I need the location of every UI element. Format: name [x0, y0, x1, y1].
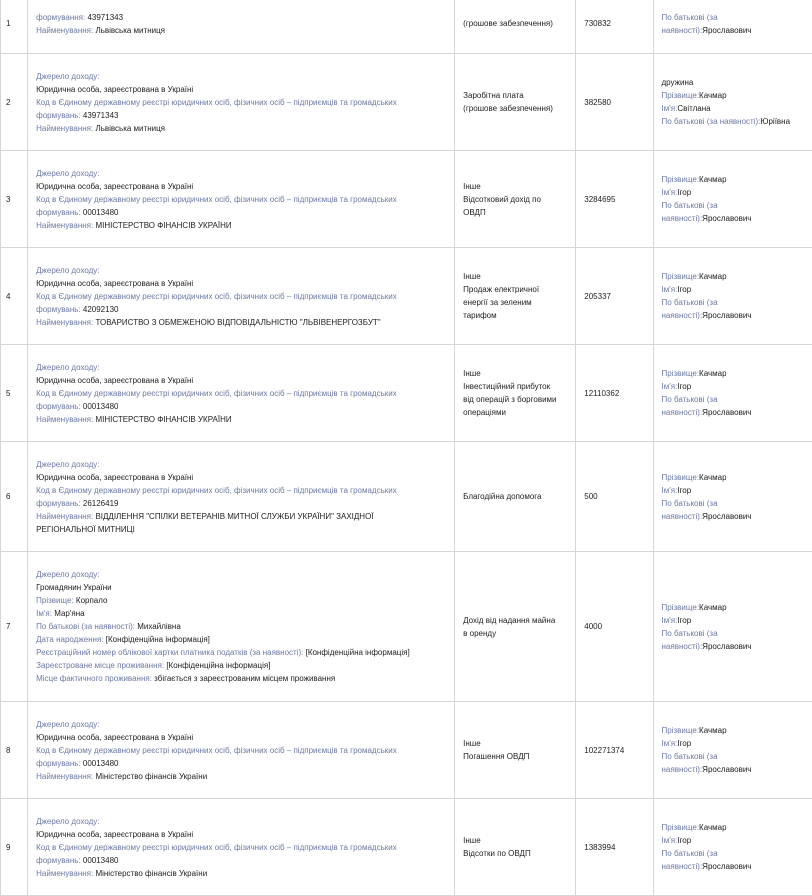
income-type-cell: [455, 442, 576, 552]
recipient-label: Ім'я:: [661, 836, 678, 845]
citizen-field-label: Прізвище:: [36, 596, 74, 605]
income-amount: 730832: [576, 0, 653, 54]
org-name-line: [36, 770, 454, 783]
row-number: 4: [1, 248, 28, 345]
citizen-field-label: Ім'я:: [36, 609, 52, 618]
recipient-field: [662, 76, 812, 89]
citizen-field-value: [Конфіденційна інформація]: [166, 661, 271, 670]
income-type-line: Інше: [463, 272, 481, 281]
recipient-field: [662, 627, 812, 640]
org-name-line: [36, 867, 454, 880]
recipient-field: [662, 199, 812, 212]
income-amount: 3284695: [576, 151, 653, 248]
row-number: 3: [1, 151, 28, 248]
income-type-line: ОВДП: [463, 207, 486, 217]
income-amount: 205337: [576, 248, 653, 345]
edrpou-label: Код в Єдиному державному реєстрі юридичних осіб, фізичних осіб – підприємців та громадських: [36, 291, 397, 301]
recipient-label: Ім'я:: [661, 382, 678, 391]
recipient-label: По батькові (за: [661, 12, 718, 22]
citizen-field-value: збігається з зареєстрованим місцем проживання: [154, 674, 336, 683]
income-amount: 1383994: [576, 799, 653, 896]
source-title: Джерело доходу:: [36, 459, 100, 469]
row-number: 2: [1, 54, 28, 151]
recipient-value: Ігор: [677, 285, 692, 294]
recipient-value: Ярославович: [702, 214, 752, 223]
source-title: Джерело доходу:: [36, 71, 100, 81]
recipient-cell: [653, 345, 812, 442]
edrpou-label: Код в Єдиному державному реєстрі юридичних осіб, фізичних осіб – підприємців та громадських: [36, 745, 397, 755]
income-source-cell: [28, 0, 455, 54]
edrpou-label-tail: формувань:: [36, 855, 81, 865]
recipient-field: [662, 212, 812, 225]
recipient-value: дружина: [661, 78, 694, 87]
source-kind: Юридична особа, зареєстрована в Україні: [36, 181, 194, 191]
org-name-line: [36, 122, 454, 135]
income-amount: 12110362: [576, 345, 653, 442]
source-kind: Юридична особа, зареєстрована в Україні: [36, 732, 194, 742]
income-amount: 102271374: [576, 702, 653, 799]
org-name-line: [36, 316, 454, 329]
recipient-cell: [653, 54, 812, 151]
recipient-field: [662, 309, 812, 322]
recipient-label: наявності):: [661, 311, 703, 320]
org-name-label: Найменування:: [36, 511, 94, 521]
income-source-cell: [28, 702, 455, 799]
recipient-cell: [653, 702, 812, 799]
org-name-label: Найменування:: [36, 220, 94, 230]
recipient-field: [662, 847, 812, 860]
source-title: Джерело доходу:: [36, 265, 100, 275]
recipient-value: Ярославович: [702, 641, 752, 651]
recipient-field: [662, 497, 812, 510]
income-source-cell: [28, 442, 455, 552]
income-type-cell: [455, 54, 576, 151]
recipient-field: [662, 186, 812, 199]
recipient-label: Прізвище:: [661, 175, 700, 184]
edrpou-line: [36, 497, 454, 510]
edrpou-value: 42092130: [82, 304, 119, 314]
income-type-line: Відсотковий дохід по: [463, 194, 541, 204]
recipient-value: Качмар: [699, 91, 727, 100]
source-title: Джерело доходу:: [36, 719, 100, 729]
row-number: 8: [1, 702, 28, 799]
income-amount: 382580: [576, 54, 653, 151]
source-title: Джерело доходу:: [36, 570, 100, 579]
recipient-field: [662, 763, 812, 776]
recipient-value: Ярославович: [702, 511, 752, 521]
source-title: Джерело доходу:: [36, 168, 100, 178]
org-name: Міністерство фінансів України: [95, 771, 208, 781]
org-name: Львівська митниця: [95, 123, 165, 133]
income-type-line: енергії за зеленим: [463, 298, 532, 307]
edrpou-value: 43971343: [82, 110, 119, 120]
edrpou-label: Код в Єдиному державному реєстрі юридичних осіб, фізичних осіб – підприємців та громадських: [36, 194, 397, 204]
recipient-field: [662, 89, 812, 102]
income-type-line: Інвестиційний прибуток: [463, 382, 551, 391]
income-type-cell: [455, 0, 576, 54]
recipient-value: Ігор: [677, 485, 692, 495]
income-type-line: (грошове забезпечення): [463, 104, 553, 113]
recipient-field: [662, 737, 812, 750]
income-type-line: Дохід від надання майна: [463, 615, 556, 625]
recipient-cell: [653, 442, 812, 552]
recipient-label: Прізвище:: [661, 726, 700, 735]
recipient-field: [662, 724, 812, 737]
recipient-value: Качмар: [699, 602, 727, 612]
income-type-line: (грошове забезпечення): [463, 19, 553, 28]
citizen-field-value: Громадянин України: [36, 583, 112, 592]
table-row: [1, 442, 812, 552]
edrpou-value: 00013480: [82, 758, 119, 768]
table-row: [1, 552, 812, 702]
recipient-label: Прізвище:: [661, 272, 700, 281]
org-name: ТОВАРИСТВО З ОБМЕЖЕНОЮ ВІДПОВІДАЛЬНІСТЮ "ЛЬВІВЕНЕРГОЗБУТ": [95, 317, 381, 327]
income-type-line: Заробітна плата: [463, 91, 524, 100]
recipient-value: Ярославович: [702, 25, 752, 35]
income-source-cell: [28, 151, 455, 248]
table-row: [1, 0, 812, 54]
table-row: [1, 151, 812, 248]
source-kind: Юридична особа, зареєстрована в Україні: [36, 829, 194, 839]
source-kind: Юридична особа, зареєстрована в Україні: [36, 472, 194, 482]
source-kind: Юридична особа, зареєстрована в Україні: [36, 84, 194, 94]
row-number: 7: [1, 552, 28, 702]
citizen-field: [36, 607, 454, 620]
recipient-value: Ярославович: [702, 311, 752, 320]
recipient-field: [662, 380, 812, 393]
recipient-value: Качмар: [699, 175, 727, 184]
recipient-field: [662, 601, 812, 614]
income-source-cell: [28, 799, 455, 896]
recipient-field: [662, 283, 812, 296]
org-name-label: Найменування:: [36, 868, 94, 878]
edrpou-line: [36, 400, 454, 413]
citizen-field-value: Корпало: [75, 596, 108, 605]
citizen-field-label: Дата народження:: [36, 635, 104, 644]
income-amount: 4000: [576, 552, 653, 702]
recipient-value: Качмар: [699, 726, 727, 735]
org-name-label: Найменування:: [36, 771, 94, 781]
recipient-label: По батькові (за: [661, 628, 718, 638]
table-row: [1, 799, 812, 896]
edrpou-value: 00013480: [82, 855, 119, 865]
recipient-field: [662, 406, 812, 419]
org-name-line: [36, 510, 454, 523]
edrpou-line: [36, 109, 454, 122]
row-number: 1: [1, 0, 28, 54]
recipient-label: По батькові (за: [661, 201, 718, 210]
income-type-line: від операцій з борговими: [463, 395, 557, 404]
recipient-label: наявності):: [661, 25, 703, 35]
edrpou-label: Код в Єдиному державному реєстрі юридичних осіб, фізичних осіб – підприємців та громадських: [36, 388, 397, 398]
edrpou-label-tail: формувань:: [36, 498, 81, 508]
income-type-line: тарифом: [463, 311, 497, 320]
citizen-field: [36, 594, 454, 607]
recipient-label: Прізвище:: [661, 472, 700, 482]
recipient-field: [662, 296, 812, 309]
recipient-label: наявності):: [661, 765, 703, 774]
income-type-cell: [455, 702, 576, 799]
recipient-field: [662, 640, 812, 653]
recipient-field: [662, 393, 812, 406]
recipient-value: Ярославович: [702, 408, 752, 417]
citizen-field: [36, 633, 454, 646]
recipient-label: наявності):: [661, 511, 703, 521]
recipient-value: Качмар: [699, 823, 727, 832]
edrpou-label-tail: формувань:: [36, 758, 81, 768]
recipient-label: По батькові (за: [661, 395, 718, 404]
recipient-label: Ім'я:: [661, 739, 678, 748]
org-name-label: Найменування:: [36, 414, 94, 424]
income-type-line: в оренду: [463, 628, 497, 638]
citizen-field-value: [Конфіденційна інформація]: [105, 635, 210, 644]
row-number: 5: [1, 345, 28, 442]
recipient-value: Качмар: [699, 272, 727, 281]
table-row: [1, 248, 812, 345]
recipient-field: [662, 270, 812, 283]
citizen-field: [36, 581, 454, 594]
org-name: ВІДДІЛЕННЯ "СПІЛКИ ВЕТЕРАНІВ МИТНОЇ СЛУЖБИ УКРАЇНИ" ЗАХІДНОЇ: [95, 511, 374, 521]
edrpou-value: 00013480: [82, 401, 119, 411]
org-name-label: Найменування:: [36, 317, 94, 327]
citizen-field: [36, 672, 454, 685]
org-name-line: [36, 219, 454, 232]
recipient-cell: [653, 151, 812, 248]
table-row: [1, 345, 812, 442]
income-amount: 500: [576, 442, 653, 552]
recipient-label: Ім'я:: [661, 285, 678, 294]
source-kind: Юридична особа, зареєстрована в Україні: [36, 278, 194, 288]
edrpou-label: Код в Єдиному державному реєстрі юридичних осіб, фізичних осіб – підприємців та громадських: [36, 842, 397, 852]
recipient-value: Ігор: [677, 382, 692, 391]
recipient-field: [662, 614, 812, 627]
recipient-field: [662, 367, 812, 380]
recipient-value: Ігор: [677, 188, 692, 197]
citizen-field-value: [Конфіденційна інформація]: [305, 648, 410, 657]
recipient-label: Ім'я:: [661, 615, 678, 625]
org-name: МІНІСТЕРСТВО ФІНАНСІВ УКРАЇНИ: [95, 220, 232, 230]
recipient-label: наявності):: [661, 641, 703, 651]
edrpou-label-tail: формувань:: [36, 110, 81, 120]
org-name: Міністерство фінансів України: [95, 868, 208, 878]
income-type-line: Інше: [463, 369, 481, 378]
recipient-field: [662, 510, 812, 523]
recipient-field: [662, 115, 812, 128]
citizen-field-label: По батькові (за наявності):: [36, 622, 136, 631]
recipient-label: По батькові (за: [661, 752, 718, 761]
recipient-value: Ярославович: [702, 765, 752, 774]
income-type-line: Відсотки по ОВДП: [463, 849, 531, 858]
income-type-line: Погашення ОВДП: [463, 752, 530, 761]
recipient-label: Прізвище:: [661, 91, 700, 100]
recipient-label: наявності):: [661, 214, 703, 223]
recipient-cell: [653, 799, 812, 896]
row-number: 9: [1, 799, 28, 896]
citizen-field-label: Реєстраційний номер облікової картки платника податків (за наявності):: [36, 648, 304, 657]
recipient-value: Качмар: [699, 369, 727, 378]
source-title: Джерело доходу:: [36, 816, 100, 826]
income-type-line: Інше: [463, 836, 481, 845]
org-name-label: Найменування:: [36, 25, 94, 35]
edrpou-line: [36, 303, 454, 316]
org-name-line: [36, 413, 454, 426]
recipient-field: [662, 860, 812, 873]
recipient-value: Ігор: [677, 836, 692, 845]
recipient-label: Прізвище:: [661, 369, 700, 378]
table-row: [1, 702, 812, 799]
recipient-value: Ігор: [677, 615, 692, 625]
recipient-field: [662, 484, 812, 497]
edrpou-label-tail: формувань:: [36, 304, 81, 314]
recipient-label: Ім'я:: [661, 188, 678, 197]
income-type-line: Благодійна допомога: [463, 492, 542, 501]
recipient-label: Ім'я:: [661, 104, 678, 113]
citizen-field-value: Михайлівна: [137, 622, 181, 631]
income-source-cell: [28, 54, 455, 151]
income-type-cell: [455, 552, 576, 702]
citizen-field: [36, 659, 454, 672]
recipient-field: [662, 102, 812, 115]
income-type-line: Продаж електричної: [463, 285, 540, 294]
edrpou-label-tail: формувань:: [36, 401, 81, 411]
org-name-continued: РЕГІОНАЛЬНОЇ МИТНИЦІ: [36, 524, 135, 534]
recipient-label: Ім'я:: [661, 485, 678, 495]
edrpou-label-tail: формувань:: [36, 207, 81, 217]
edrpou-value: 26126419: [82, 498, 119, 508]
edrpou-label: формування:: [36, 12, 86, 22]
income-type-line: Інше: [463, 739, 481, 748]
recipient-label: наявності):: [661, 862, 703, 871]
edrpou-label: Код в Єдиному державному реєстрі юридичних осіб, фізичних осіб – підприємців та громадських: [36, 97, 397, 107]
recipient-value: Ігор: [677, 739, 692, 748]
recipient-cell: [653, 0, 812, 54]
recipient-label: По батькові (за наявності):: [661, 117, 761, 126]
recipient-value: Ярославович: [702, 862, 752, 871]
recipient-value: Світлана: [677, 104, 711, 113]
citizen-field-label: Місце фактичного проживання:: [36, 674, 152, 683]
edrpou-value: 43971343: [87, 12, 124, 22]
recipient-value: Качмар: [699, 472, 727, 482]
org-name: Львівська митниця: [95, 25, 165, 35]
recipient-field: [662, 173, 812, 186]
income-source-cell: [28, 248, 455, 345]
recipient-field: [662, 471, 812, 484]
income-source-cell: [28, 345, 455, 442]
income-table-body: [1, 0, 812, 896]
edrpou-line: [36, 757, 454, 770]
recipient-field: [662, 821, 812, 834]
citizen-field: [36, 620, 454, 633]
recipient-label: По батькові (за: [661, 849, 718, 858]
recipient-field: [662, 834, 812, 847]
source-title: Джерело доходу:: [36, 362, 100, 372]
table-row: [1, 54, 812, 151]
recipient-label: Прізвище:: [661, 602, 700, 612]
income-type-line: операціями: [463, 408, 506, 417]
recipient-field: [662, 750, 812, 763]
recipient-label: наявності):: [661, 408, 703, 417]
income-source-cell: [28, 552, 455, 702]
citizen-field: [36, 646, 454, 659]
recipient-label: Прізвище:: [661, 823, 700, 832]
recipient-value: Юріївна: [760, 117, 791, 126]
citizen-field-value: Мар'яна: [54, 609, 85, 618]
org-name-label: Найменування:: [36, 123, 94, 133]
edrpou-value: 00013480: [82, 207, 119, 217]
edrpou-line: [36, 854, 454, 867]
recipient-cell: [653, 552, 812, 702]
income-type-cell: [455, 799, 576, 896]
income-type-cell: [455, 248, 576, 345]
recipient-label: По батькові (за: [661, 298, 718, 307]
income-type-cell: [455, 345, 576, 442]
edrpou-line: [36, 206, 454, 219]
edrpou-label: Код в Єдиному державному реєстрі юридичних осіб, фізичних осіб – підприємців та громадських: [36, 485, 397, 495]
source-kind: Юридична особа, зареєстрована в Україні: [36, 375, 194, 385]
recipient-label: По батькові (за: [661, 498, 718, 508]
row-number: 6: [1, 442, 28, 552]
income-type-line: Інше: [463, 181, 481, 191]
recipient-cell: [653, 248, 812, 345]
citizen-field-label: Зареєстроване місце проживання:: [36, 661, 165, 670]
income-type-cell: [455, 151, 576, 248]
org-name: МІНІСТЕРСТВО ФІНАНСІВ УКРАЇНИ: [95, 414, 232, 424]
